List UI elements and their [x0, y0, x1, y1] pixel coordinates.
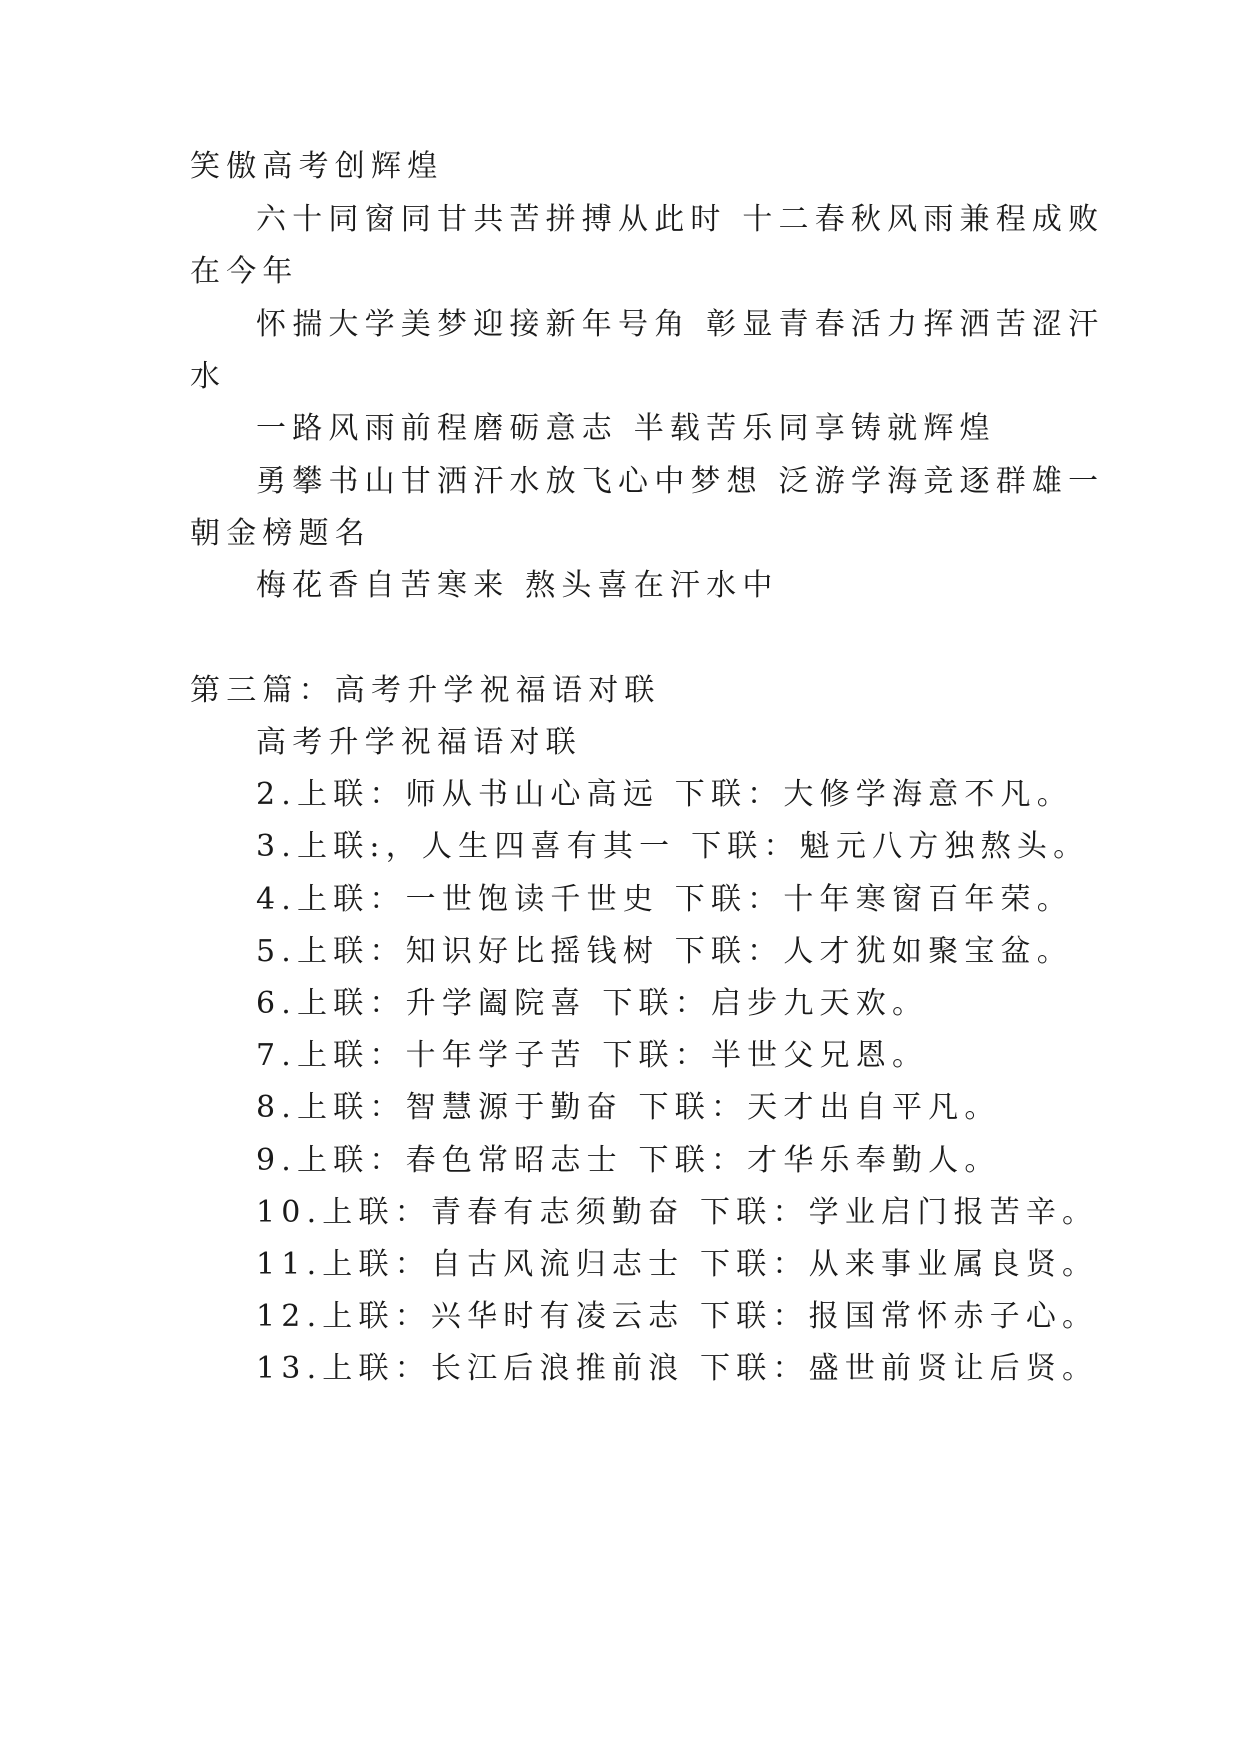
- couplet-item: 6.上联：升学阖院喜 下联：启步九天欢。: [256, 986, 929, 1021]
- chapter-subtitle: 高考升学祝福语对联: [256, 725, 582, 760]
- couplet-line: 梅花香自苦寒来 熬头喜在汗水中: [256, 568, 779, 603]
- couplet-line-continuation: 水: [190, 359, 227, 394]
- section-title: 笑傲高考创辉煌: [190, 149, 444, 184]
- couplet-item: 8.上联：智慧源于勤奋 下联：天才出自平凡。: [256, 1090, 1001, 1125]
- couplet-line: 一路风雨前程磨砺意志 半载苦乐同享铸就辉煌: [256, 411, 996, 446]
- couplet-item: 9.上联：春色常昭志士 下联：才华乐奉勤人。: [256, 1143, 1001, 1178]
- couplet-line-continuation: 朝金榜题名: [190, 516, 371, 551]
- couplet-item: 11.上联：自古风流归志士 下联：从来事业属良贤。: [256, 1247, 1099, 1282]
- couplet-item: 2.上联：师从书山心高远 下联：大修学海意不凡。: [256, 777, 1073, 812]
- couplet-item: 12.上联：兴华时有凌云志 下联：报国常怀赤子心。: [256, 1299, 1099, 1334]
- couplet-item: 7.上联：十年学子苦 下联：半世父兄恩。: [256, 1038, 929, 1073]
- couplet-line: 勇攀书山甘洒汗水放飞心中梦想 泛游学海竞逐群雄一: [256, 464, 1105, 499]
- couplet-line: 怀揣大学美梦迎接新年号角 彰显青春活力挥洒苦涩汗: [256, 307, 1105, 342]
- couplet-item: 13.上联：长江后浪推前浪 下联：盛世前贤让后贤。: [256, 1351, 1099, 1386]
- couplet-item: 10.上联：青春有志须勤奋 下联：学业启门报苦辛。: [256, 1195, 1099, 1230]
- chapter-heading: 第三篇：高考升学祝福语对联: [190, 673, 661, 708]
- couplet-item: 4.上联：一世饱读千世史 下联：十年寒窗百年荣。: [256, 882, 1073, 917]
- couplet-item: 5.上联：知识好比摇钱树 下联：人才犹如聚宝盆。: [256, 934, 1073, 969]
- couplet-line: 六十同窗同甘共苦拼搏从此时 十二春秋风雨兼程成败: [256, 202, 1105, 237]
- couplet-item: 3.上联:，人生四喜有其一 下联：魁元八方独熬头。: [256, 829, 1090, 864]
- couplet-line-continuation: 在今年: [190, 254, 299, 289]
